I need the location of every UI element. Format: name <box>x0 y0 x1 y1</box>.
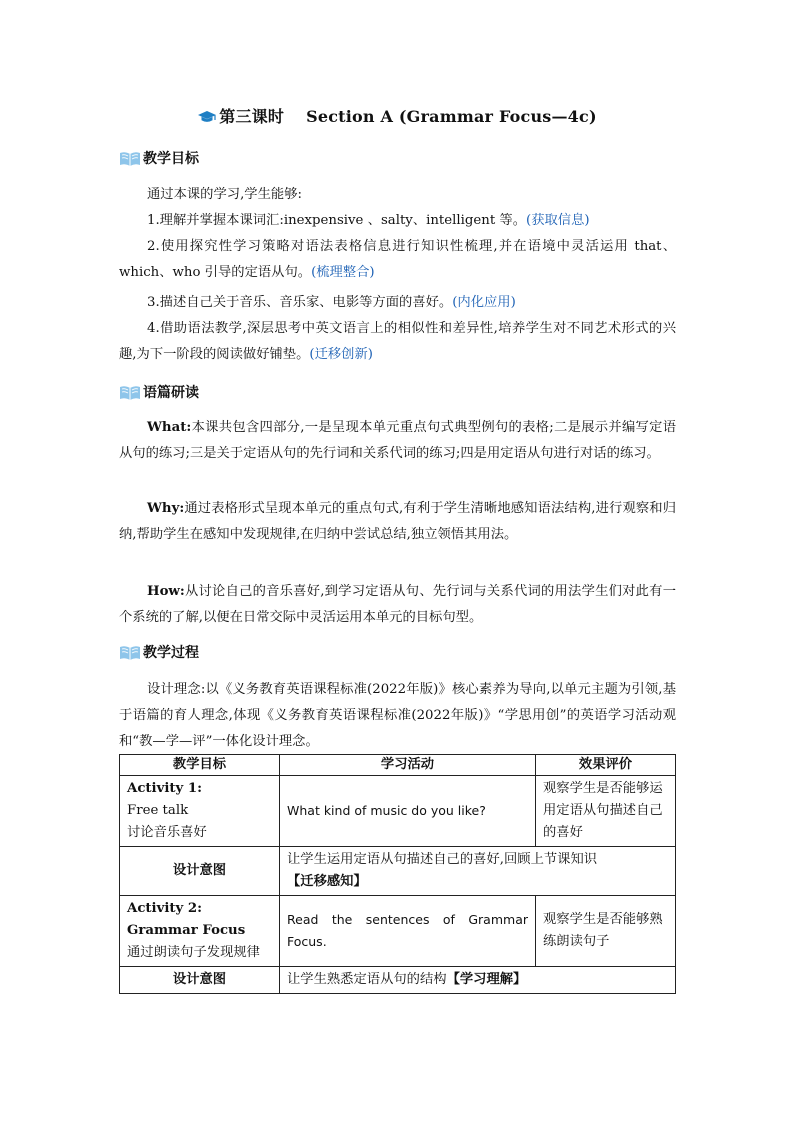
tag-organize: (梳理整合) <box>311 265 375 280</box>
section-heading-objectives: 教学目标 <box>119 148 199 168</box>
book-icon <box>119 643 141 661</box>
table-header-row <box>120 755 676 776</box>
design-concept: 设计理念:以《义务教育英语课程标准(2022年版)》核心素养为导向,以单元主题为引领,基于语篇的育人理念,体现《义务教育英语课程标准(2022年版)》“学思用创”的英语学习活动观和“教—学—评”一体化设计理念。 <box>119 682 676 749</box>
intent1-label: 设计意图 <box>120 847 280 896</box>
graduation-cap-icon <box>197 110 217 124</box>
tag-transfer: (迁移创新) <box>309 347 373 362</box>
tag-acquire: (获取信息) <box>526 213 590 228</box>
analysis-what: What:本课共包含四部分,一是呈现本单元重点句式典型例句的表格;二是展示并编写定语从句的练习;三是关于定语从句的先行词和关系代词的练习;四是用定语从句进行对话的练习。 <box>119 420 676 461</box>
activity1-goal: Activity 1: Free talk 讨论音乐喜好 <box>120 776 280 847</box>
table-row <box>120 847 676 896</box>
analysis-why: Why:通过表格形式呈现本单元的重点句式,有利于学生清晰地感知语法结构,进行观察和归纳,帮助学生在感知中发现规律,在归纳中尝试总结,独立领悟其用法。 <box>119 501 676 542</box>
book-icon <box>119 383 141 401</box>
book-icon <box>119 149 141 167</box>
page-title <box>0 104 794 127</box>
table-row <box>120 967 676 994</box>
title-cn: 第三课时 <box>219 107 285 126</box>
tag-apply: (内化应用) <box>452 295 516 310</box>
intent1-text: 让学生运用定语从句描述自己的喜好,回顾上节课知识 【迁移感知】 <box>280 847 676 896</box>
objective-2: 2.使用探究性学习策略对语法表格信息进行知识性梳理,并在语境中灵活运用 that、which、who 引导的定语从句。(梳理整合) <box>119 239 676 280</box>
objectives-intro: 通过本课的学习,学生能够: <box>147 187 302 202</box>
objective-4: 4.借助语法教学,深层思考中英文语言上的相似性和差异性,培养学生对不同艺术形式的兴趣,为下一阶段的阅读做好铺垫。(迁移创新) <box>119 321 676 362</box>
header-evaluation: 效果评价 <box>536 755 676 776</box>
objective-3: 3.描述自己关于音乐、音乐家、电影等方面的喜好。(内化应用) <box>147 295 516 310</box>
section-heading-analysis: 语篇研读 <box>119 382 199 402</box>
activity1-evaluation: 观察学生是否能够运用定语从句描述自己的喜好 <box>536 776 676 847</box>
activity1-activity: What kind of music do you like? <box>280 776 536 847</box>
header-activity: 学习活动 <box>280 755 536 776</box>
section-heading-process: 教学过程 <box>119 642 199 662</box>
objective-1: 1.理解并掌握本课词汇:inexpensive 、salty、intelligent 等。(获取信息) <box>147 213 590 228</box>
header-objective: 教学目标 <box>120 755 280 776</box>
title-en: Section A (Grammar Focus—4c) <box>306 107 597 126</box>
activity2-goal: Activity 2: Grammar Focus 通过朗读句子发现规律 <box>120 896 280 967</box>
activity2-activity: Read the sentences of Grammar Focus. <box>280 896 536 967</box>
activity2-evaluation: 观察学生是否能够熟练朗读句子 <box>536 896 676 967</box>
intent2-text: 让学生熟悉定语从句的结构【学习理解】 <box>280 967 676 994</box>
analysis-how: How:从讨论自己的音乐喜好,到学习定语从句、先行词与关系代词的用法学生们对此有一个系统的了解,以便在日常交际中灵活运用本单元的目标句型。 <box>119 584 676 625</box>
table-row <box>120 896 676 967</box>
lesson-table <box>119 754 676 994</box>
table-row <box>120 776 676 847</box>
intent2-label: 设计意图 <box>120 967 280 994</box>
